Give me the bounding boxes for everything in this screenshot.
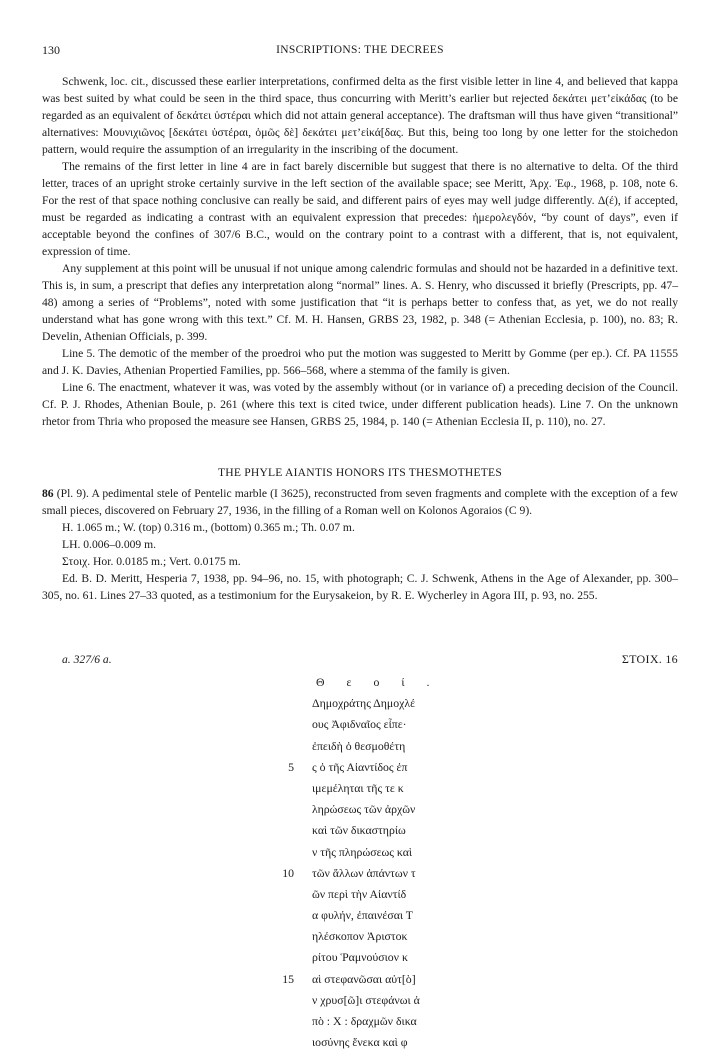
line-text: Θεοί. xyxy=(316,675,452,689)
inscription-line xyxy=(312,905,492,926)
inscription-line xyxy=(312,1011,492,1032)
stoichedon-measure: Στοιχ. Hor. 0.0185 m.; Vert. 0.0175 m. xyxy=(62,555,241,568)
section-title: THE PHYLE AIANTIS HONORS ITS THESMOTHETES xyxy=(218,466,502,479)
inscription-line xyxy=(312,947,492,968)
inscription-line xyxy=(312,736,492,757)
entry-number: 86 xyxy=(42,487,54,500)
inscription-date: a. 327/6 a. xyxy=(62,653,112,666)
line-text: ηλέσκοπον Ἀριστοκ xyxy=(312,929,408,944)
running-title: INSCRIPTIONS: THE DECREES xyxy=(276,44,444,56)
inscription-line xyxy=(312,778,492,799)
line-text: ους Ἀφιδναῖος εἶπε· xyxy=(312,717,407,732)
stoichedon-label: ΣΤΟΙΧ. 16 xyxy=(621,652,678,666)
inscription-line xyxy=(312,884,492,905)
commentary-paragraph: Line 5. The demotic of the member of the proedroi who put the motion was suggested to Meritt by Gomme (per ep.). Cf. PA 11555 and J. K. Davies, Athenian Propertied Families, pp. 566–568, where a stemma of the family is given. xyxy=(42,347,678,377)
page-header xyxy=(42,42,678,60)
commentary-paragraph: Any supplement at this point will be unusual if not unique among calendric formulas and should not be hazarded in a definitive text. This is, in sum, a prescript that defies any interpretation along “normal” lines. A. S. Henry, who discussed it briefly (Prescripts, pp. 47–48) among a series of “Problems”, noted with some justification that “it is perhaps better to confess that, as yet, we do not really understand what has gone wrong with this text.” Cf. M. H. Hansen, GRBS 23, 1982, p. 348 (= Athenian Ecclesia, p. 100), no. 83; R. Develin, Athenian Officials, p. 399. xyxy=(42,262,678,343)
line-text: ν χρυσ[ῶ]ι στεφάνωι ἀ xyxy=(312,992,420,1007)
entry-description xyxy=(42,485,678,519)
line-text: καὶ τῶν δικαστηρίω xyxy=(312,823,406,838)
inscription-line xyxy=(312,926,492,947)
line-text: ρίτου Ῥαμνούσιον κ xyxy=(312,950,408,965)
bibliography: Ed. B. D. Meritt, Hesperia 7, 1938, pp. 94–96, no. 15, with photograph; C. J. Schwenk, Athens in the Age of Alexander, pp. 300–305, no. 61. Lines 27–33 quoted, as a testimonium for the Eurysakeion, by R. E. Wycherley in Agora III, p. 93, no. 255. xyxy=(42,572,678,602)
inscription-text xyxy=(282,672,492,1053)
commentary-paragraph: Schwenk, loc. cit., discussed these earlier interpretations, confirmed delta as the first visible letter in line 4, and believed that kappa was best suited by what could be seen in the third space, thus concurring with Meritt’s earlier but rejected δεκάτει μετ’εἰκάδας (to be regarded as an equivalent of δεκάτει ὑστέραι which did not attain general acceptance). The draftsman will thus have given “transitional” alternatives: Μουνιχιῶνος [δεκάτει ὑστέραι, ὁμῶς δὲ] δεκάτει μετ’εἰκά[δας. But this, being too long by one letter for the stoichedon pattern, would require the assumption of an irregularity in the inscribing of the document. xyxy=(42,75,678,156)
inscription-line xyxy=(312,820,492,841)
commentary-section xyxy=(42,73,678,430)
commentary-paragraph: Line 6. The enactment, whatever it was, was voted by the assembly without (or in variance of) a preceding decision of the Council. Cf. P. J. Rhodes, Athenian Boule, p. 261 (where this text is cited twice, under different publication heads). Line 7. On the unknown rhetor from Thria who proposed the measure see Hansen, GRBS 25, 1984, p. 140 (= Athenian Ecclesia II, p. 110), no. 27. xyxy=(42,381,678,428)
inscription-line xyxy=(312,799,492,820)
inscription-line xyxy=(312,672,492,693)
line-text: πὸ : Χ : δραχμῶν δικα xyxy=(312,1014,417,1028)
line-text: ν τῆς πληρώσεως καὶ xyxy=(312,844,413,859)
line-text: ιοσύνης ἕνεκα καὶ φ xyxy=(312,1035,408,1050)
measurements: H. 1.065 m.; W. (top) 0.316 m., (bottom) 0.365 m.; Th. 0.07 m. xyxy=(62,521,355,534)
inscription-line xyxy=(312,842,492,863)
inscription-line xyxy=(312,1032,492,1053)
inscription-line xyxy=(282,863,492,884)
line-text: α φυλήν, ἐπαινέσαι Τ xyxy=(312,908,414,923)
page-number: 130 xyxy=(42,43,60,57)
line-text: αὶ στεφανῶσαι αὐτ[ὸ] xyxy=(312,971,416,986)
commentary-paragraph: The remains of the first letter in line 4 are in fact barely discernible but suggest that there is no alternative to delta. Of the third letter, traces of an upright stroke certainly survive in the left section of the available space; see Meritt, Ἀρχ. Ἐφ., 1968, p. 108, note 6. For the rest of that space nothing conclusive can really be said, and different pairs of eyes may well judge differently. Δ(έ), if accepted, must be regarded as indicating a contrast with an equivalent expression that precedes: ἡμερολεγδόν, “by count of days”, even if acceptable beyond the confines of 307/6 B.C., would on the contrary point to a contrast with a different, that is, not equivalent, expression of time. xyxy=(42,160,678,258)
line-text: Δημοχράτης Δημοχλέ xyxy=(312,696,416,711)
inscription-line xyxy=(312,714,492,735)
letter-height: LH. 0.006–0.009 m. xyxy=(62,538,157,551)
inscription-line xyxy=(312,990,492,1011)
entry-description-text: (Pl. 9). A pedimental stele of Pentelic marble (I 3625), reconstructed from seven fragments and complete with the exception of a few small pieces, discovered on February 27, 1936, in the filling of a Roman well on Kolonos Agoraios (C 9). xyxy=(42,487,678,517)
line-number: 10 xyxy=(282,865,294,880)
catalogue-entry xyxy=(42,485,678,604)
line-number: 5 xyxy=(288,759,294,774)
line-text: τῶν ἄλλων ἁπάντων τ xyxy=(312,865,416,880)
line-text: ς ὁ τῆς Αἰαντίδος ἐπ xyxy=(312,759,408,774)
line-text: ῶν περὶ τὴν Αἰαντίδ xyxy=(312,886,407,901)
line-number: 15 xyxy=(282,971,294,986)
inscription-line xyxy=(288,757,492,778)
line-text: ληρώσεως τῶν ἀρχῶν xyxy=(312,802,416,817)
inscription-line xyxy=(282,969,492,990)
inscription-line xyxy=(312,693,492,714)
line-text: ἐπειδὴ ὁ θεσμοθέτη xyxy=(312,738,406,753)
line-text: ιμεμέληται τῆς τε κ xyxy=(312,780,404,795)
